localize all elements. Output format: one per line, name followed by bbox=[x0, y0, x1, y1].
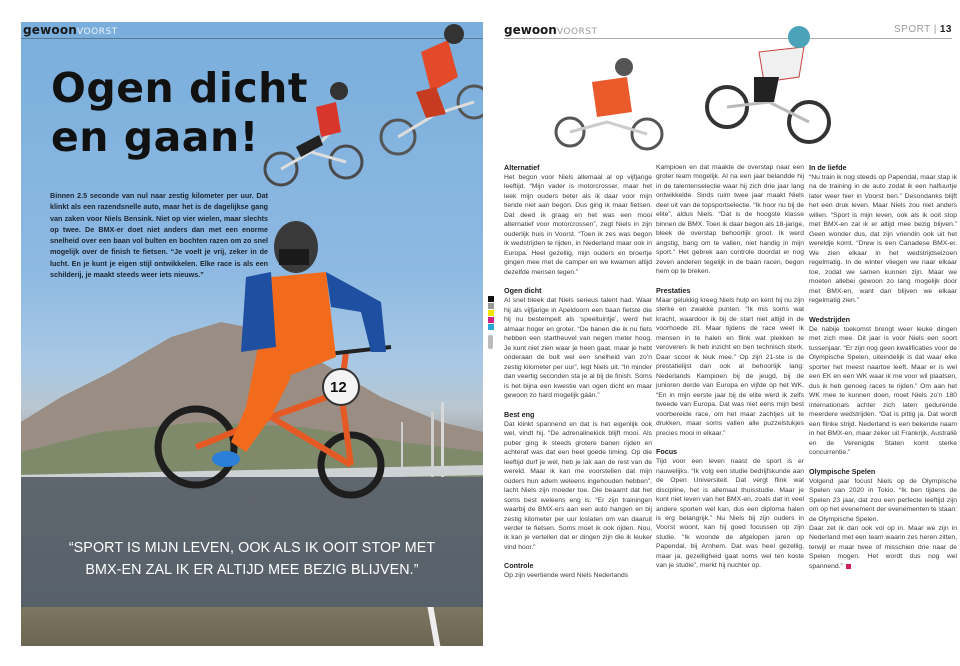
subheading-best-eng: Best eng bbox=[504, 409, 535, 419]
subheading-focus: Focus bbox=[656, 447, 678, 457]
rider-photo-main bbox=[151, 217, 421, 527]
text-column-3 bbox=[809, 163, 957, 571]
text-column-2 bbox=[656, 163, 804, 571]
title-line-2: en gaan! bbox=[51, 113, 259, 161]
intro-paragraph: Binnen 2.5 seconde van nul naar zestig kilometer per uur. Dat klinkt als een razendsnelle auto, maar het is de dagelijkse gang van zaken voor Niels Bensink. Niet op vier wielen, maar slechts op twee. De BMX-er doet niet anders dan met een enorme snelheid over een baan vol bulten en bochten razen om zo snel mogelijk over de finish te fietsen. “Je voelt je vrij, zeker in de lucht. En je kunt je eigen stijl ontwikkelen. Elke race is als een schilderij, je maakt steeds weer iets nieuws.” bbox=[50, 191, 268, 280]
rider-photo-small-4 bbox=[699, 22, 839, 147]
end-mark-icon bbox=[846, 564, 851, 569]
paragraph: Dat klinkt spannend en dat is het eigenlijk ook wel, vindt hij. “De adrenalinekick blijft mooi. Als puber ging ik steeds grotere banen rijden en achteraf was dat een heel goede timing. Op die leeftijd durf je wel, heb je lak aan de rest van de wereld. Maar ik kan me voorstellen dat mijn ouders hun adem weleens ingehouden hebben”, lacht Niels zijn moeder toe. Die beaamt dat het soms best weleens eng is. “Er zijn trainingen waarbij de BMX-ers aan een auto hangen en bij zestig kilometer per uur loslaten om van daaruit verder te fietsen. Soms moet ik ook rijden. Nou, ik kan je vertellen dat er dingen zijn die ik leuker vind hoor.” bbox=[504, 420, 652, 551]
paragraph: “Nu train ik nog steeds op Papendal, maar stap ik na de training in de auto zodat ik een halfuurtje later weer hier in Voorst ben.” Desondanks blijft het een druk leven. Maar Niels zou niet anders willen. “Sport is mijn leven, ook als ik ooit stop met BMX-en zal ik er altijd mee bezig blijven.” Geen wonder dus, dat zijn vriendin ook uit het wereldje komt. “Drew is een Canadese BMX-er. We zien elkaar in het wedstrijdseizoen regelmatig. In de winter vliegen we naar elkaar toe, zodat we samen kunnen zijn. Maar we moeten allebei gewoon zo lang mogelijk door met BMX-en, want dan blijven we elkaar regelmatig zien.” bbox=[809, 174, 957, 305]
paragraph: Maar gelukkig kreeg Niels hulp en kent hij nu zijn sterke en zwakke punten. “Ik mis soms wat kracht, waardoor ik bij de start niet altijd in de voorhoede zit. Maar tijdens de race weet ik mensen in te halen en flink wat plekken te veroveren. Ik heb inzicht en ben technisch sterk. Daar scoor ik leuk mee.” Op zijn 21-ste is de prestatielijst dan ook al behoorlijk lang: Nederlands Kampioen bij de jeugd, bij de junioren derde van Europa en vijfde op het WK. “En in mijn eerste jaar bij de elite werd ik zelfs tweede van Europa. Dat was niet eens mijn best voorbereide race, om het maar zachtjes uit te drukken, maar soms vallen alle puzzelstukjes precies mooi in elkaar.” bbox=[656, 296, 804, 437]
brand-logo-right bbox=[504, 23, 598, 37]
plate-number: 12 bbox=[330, 379, 347, 396]
paragraph: Op zijn veertiende werd Niels Nederlands bbox=[504, 572, 629, 580]
brand-bold: gewoon bbox=[23, 23, 78, 37]
rider-photo-small-1 bbox=[261, 77, 391, 187]
paragraph: De nabije toekomst brengt weer leuke dingen met zich mee. Dit jaar is voor Niels een soort tussenjaar. “Er zijn nog geen kwalificaties voor de Olympische Spelen, uiteindelijk is dat waar elke sporter het meest naartoe leeft. Maar er is wel een EK en een WK waar ik me voor wil plaatsen, dus ik heb genoeg races te rijden.” Om aan het WK mee te kunnen doen, moet Niels zo’n 180 internationals achter zich laten gedurende meerdere wedstrijden. “Dat is pittig ja. Dat wordt een flinke strijd. Nederland is een bekende naam in het BMX-en, maar zeker uit Frankrijk, Australië en de Verenigde Staten komt sterke concurrentie.” bbox=[809, 325, 957, 457]
brand-thin: VOORST bbox=[77, 27, 118, 37]
paragraph: Het begon voor Niels allemaal al op vijfjarige leeftijd. “Mijn vader is motorcrosser, maar het leek mijn ouders beter als ik daar voor mijn tiende niet aan begon. Dus ging ik maar fietsen. Dat deed ik graag en het was een mooi alternatief voor motorcrossen”, zegt Niels in zijn ouderlijk huis in Voorst. “Toen ik zes was begon ik wedstrijden te rijden, in Nederland maar ook in Europa. Heel gezellig, mijn ouders en broertje gingen mee met de camper en we kwamen altijd dezelfde mensen tegen.” bbox=[504, 174, 652, 276]
rider-photo-small-2 bbox=[376, 22, 483, 157]
paragraph: Kampioen en dat maakte de overstap naar een groter team mogelijk. Al na een jaar belandde hij in de talentenselectie waar hij zich drie jaar lang ontwikkelde. Sinds ruim twee jaar maakt Niels deel uit van de topsportselectie. “Ik hoor nu bij de elite”, aldus Niels. “Dat is de hoogste klasse binnen de BMX. Toen ik daar begon als 18-jarige, bleek de overstap behoorlijk groot. Ik werd angstig, bang om te vallen, niet handig in mijn sport.” Het gebrek aan controle doordat er nog zeven anderen tegelijk in de baan racen, begon hem op te breken. bbox=[656, 164, 804, 276]
text-column-1 bbox=[504, 163, 652, 581]
paragraph: Volgend jaar focust Niels op de Olympische Spelen van 2020 in Tokio. “Ik ben tijdens de Spelen 23 jaar, dat zou een perfecte leeftijd zijn om op het evenement der evenementen te staan: de Olympische Spelen. bbox=[809, 477, 957, 523]
right-page bbox=[484, 22, 960, 646]
quote-line-2: BMX-EN ZAL IK ER ALTIJD MEE BEZIG BLIJVEN.” bbox=[85, 562, 419, 578]
subheading-in-de-liefde: In de liefde bbox=[809, 163, 847, 172]
subheading-wedstrijden: Wedstrijden bbox=[809, 314, 851, 324]
subheading-olympische-spelen: Olympische Spelen bbox=[809, 466, 876, 476]
left-page-photo bbox=[21, 22, 483, 646]
subheading-alternatief: Alternatief bbox=[504, 163, 540, 172]
paragraph: Daar zet ik dan ook vol op in. Maar we zijn in Nederland met een team waarin zes heren zitten, terwijl er maar twee of misschien drie naar de Spelen mogen. Het wordt dus nog wel spannend.” bbox=[809, 524, 957, 570]
quote-line-1: “SPORT IS MIJN LEVEN, OOK ALS IK OOIT STOP MET bbox=[68, 540, 436, 556]
pull-quote bbox=[21, 537, 483, 581]
subheading-prestaties: Prestaties bbox=[656, 285, 691, 295]
title-line-1: Ogen dicht bbox=[51, 64, 308, 112]
brand-bold-right: gewoon bbox=[504, 23, 557, 37]
dirt-ground bbox=[21, 607, 483, 646]
section-separator: | bbox=[933, 24, 937, 35]
section-name: SPORT bbox=[893, 24, 931, 35]
rider-photo-small-3 bbox=[552, 52, 672, 152]
brand-logo bbox=[23, 23, 118, 37]
subheading-controle: Controle bbox=[504, 561, 534, 571]
subheading-ogen-dicht: Ogen dicht bbox=[504, 286, 542, 296]
paragraph: Tijd voor een leven naast de sport is er nauwelijks. “Ik volg een studie bedrijfskunde aan de Open Universiteit. Dat vergt flink wat discipline, het is allemaal thuisstudie. Maar je kunt niet leven van het BMX-en, zoals dat in veel andere sporten wel kan, dus een diploma halen is erg belangrijk.” Nu Niels bij zijn ouders in Voorst woont, kan hij goed focussen op zijn studie. “Ik woonde de afgelopen jaren op Papendal, bij Arnhem. Dat was heel gezellig, maar ja, gezelligheid gaat soms wel ten koste van je studie”, merkt hij nuchter op. bbox=[656, 458, 804, 570]
page-number: 13 bbox=[939, 24, 952, 35]
section-label bbox=[894, 24, 952, 35]
brand-thin-right: VOORST bbox=[556, 27, 598, 37]
paragraph: Al snel bleek dat Niels serieus talent had. Waar hij als vijfjarige in Apeldoorn een baan fietste die hij nu bestempelt als ‘speeltuintje’, werd het almaar hoger en groter. “De banen die ik nu fiets hebben een startheuvel van negen meter hoog. Je kunt niet zien waar je heen gaat, maar je hebt onderaan de bult wel een snelheid van zo’n zestig kilometer per uur”, legt Niels uit. “In minder dan veertig seconden sta je al bij de finish. Soms is het bijna een kwestie van ogen dicht en maar gewoon zo hard mogelijk gáán.” bbox=[504, 297, 652, 400]
